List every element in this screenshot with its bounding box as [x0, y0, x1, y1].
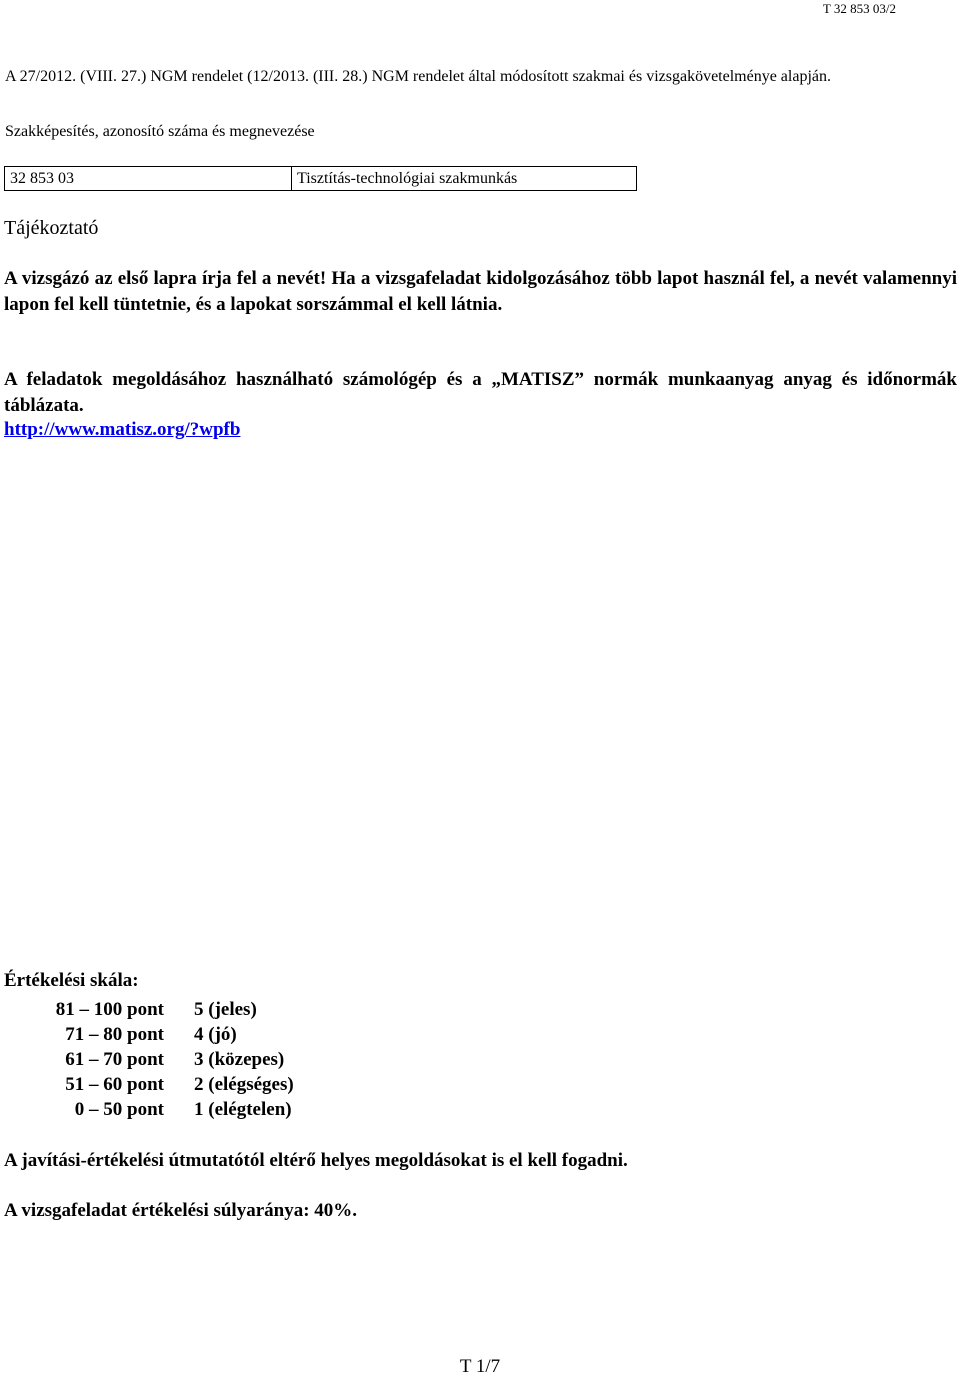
scale-range: 0 – 50 pont — [74, 1099, 164, 1120]
scale-range: 61 – 70 pont — [65, 1049, 164, 1070]
scale-title: Értékelési skála: — [4, 970, 139, 991]
alternative-solutions-note: A javítási-értékelési útmutatótól eltérő helyes megoldásokat is el kell fogadni. — [4, 1150, 628, 1171]
scale-grade: 4 (jó) — [194, 1024, 237, 1045]
qualification-caption: Szakképesítés, azonosító száma és megnevezése — [5, 123, 315, 140]
decree-reference: A 27/2012. (VIII. 27.) NGM rendelet (12/2013. (III. 28.) NGM rendelet által módosított szakmai és vizsgakövetelménye alapján. — [5, 68, 831, 85]
section-title: Tájékoztató — [4, 217, 99, 239]
qualification-name: Tisztítás-technológiai szakmunkás — [297, 169, 518, 187]
qualification-number: 32 853 03 — [5, 167, 292, 190]
tools-paragraph: A feladatok megoldásához használható számológép és a „MATISZ” normák munkaanyag anyag és időnormák táblázata. — [4, 369, 957, 416]
grading-scale — [4, 997, 294, 1122]
scale-range: 71 – 80 pont — [65, 1024, 164, 1045]
scale-row — [4, 1047, 294, 1072]
scale-grade: 2 (elégséges) — [194, 1074, 294, 1095]
instruction-paragraph: A vizsgázó az első lapra írja fel a nevét! Ha a vizsgafeladat kidolgozásához több lapot használ fel, a nevét valamennyi lapon fel kell tüntetnie, és a lapokat sorszámmal el kell látnia. — [4, 268, 957, 315]
scale-grade: 5 (jeles) — [194, 999, 257, 1020]
page-number: T 1/7 — [459, 1356, 501, 1377]
scale-grade: 1 (elégtelen) — [194, 1099, 292, 1120]
scale-grade: 3 (közepes) — [194, 1049, 285, 1070]
qualification-table — [4, 166, 637, 191]
scale-row — [4, 1072, 294, 1097]
scale-range: 51 – 60 pont — [65, 1074, 164, 1095]
document-code: T 32 853 03/2 — [822, 1, 896, 16]
scale-range: 81 – 100 pont — [55, 999, 164, 1020]
weight-note: A vizsgafeladat értékelési súlyaránya: 40%. — [4, 1200, 358, 1221]
scale-row — [4, 1022, 294, 1047]
scale-row — [4, 1097, 294, 1122]
scale-row — [4, 997, 294, 1022]
matisz-link[interactable]: http://www.matisz.org/?wpfb — [4, 419, 241, 440]
